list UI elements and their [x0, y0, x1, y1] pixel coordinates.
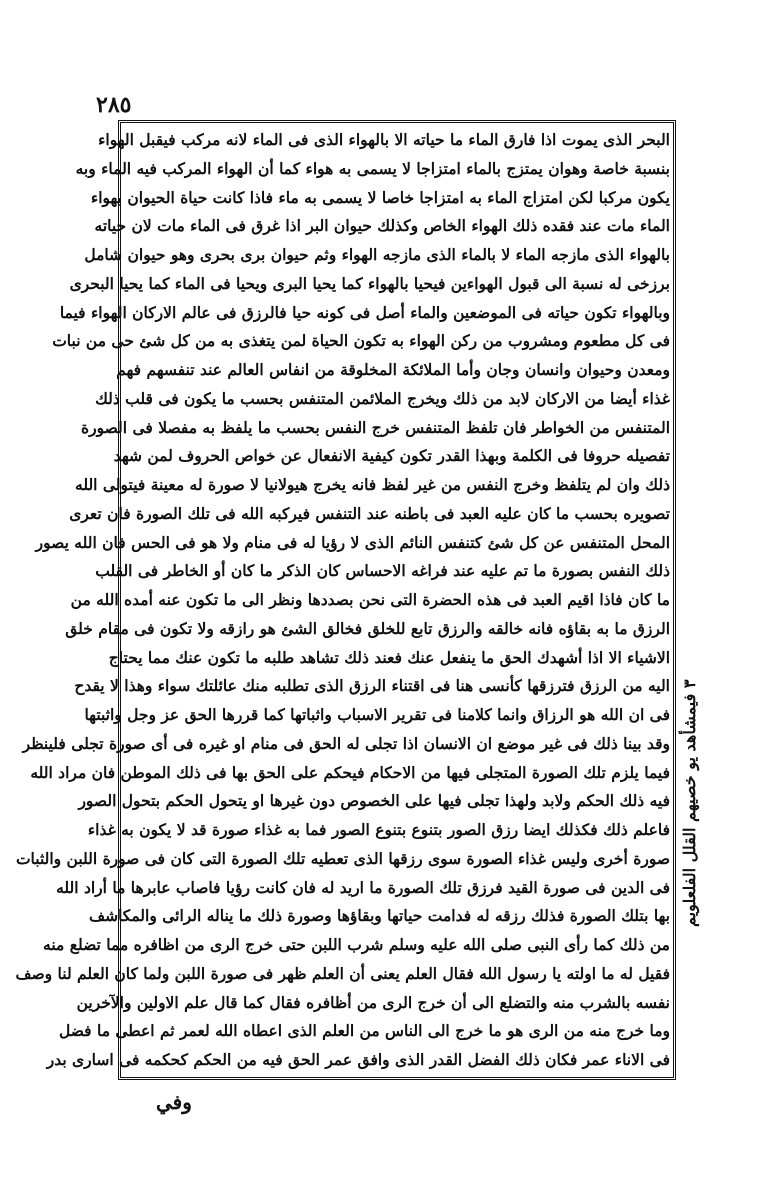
text-line: الاشياء الا اذا أشهدك الحق ما ينفعل عنك فعند ذلك تشاهد طلبه ما تكون عنك مما يحتاج [108, 647, 670, 667]
text-line: يكون مركبا لكن امتزاج الماء به امتزاجا خاصا لا يسمى به ماء فاذا كانت حياة الحيوان بهواء [90, 187, 670, 207]
page-number: ٢٨٥ [96, 92, 132, 118]
text-line: الماء مات عند فقده ذلك الهواء الخاص وكذلك حيوان البر اذا غرق فى الماء مات لان حياته [94, 216, 670, 236]
text-line: المتنفس من الخواطر فان تلفظ المتنفس خرج النفس بحسب ما يلفظ به مفصلا فى الصورة [81, 417, 670, 437]
text-line: فاعلم ذلك فكذلك ايضا رزق الصور بتنوع بتنوع الصور فما به غذاء صورة قد لا يكون به غذاء [87, 820, 670, 839]
text-line: وقد بينا ذلك فى غير موضع ان الانسان اذا تجلى له الحق فى منام او غيره فى أى صورة تجلى فلينظر [22, 733, 670, 753]
text-line: تصويره بحسب ما كان عليه العبد فى باطنه عند التنفس فيركبه الله فى تلك الصورة فان تعرى [69, 503, 670, 523]
text-line: البحر الذى يموت اذا فارق الماء ما حياته الا بالهواء الذى فى الماء لانه مركب فيقبل الهواء [98, 130, 670, 149]
text-line: فيما يلزم تلك الصورة المتجلى فيها من الاحكام فيحكم على الحق بها فى ذلك الموطن فان مراد الله [30, 762, 670, 782]
text-body [15, 128, 670, 1072]
text-line: نفسه بالشرب منه والتضلع الى أن خرج الرى من أظافره فقال كما قال علم الاولين والآخرين [76, 992, 670, 1012]
text-line: تفصيله حروفا فى الكلمة وبهذا القدر تكون كيفية الانفعال عن خواص الحروف لمن شهد [113, 446, 670, 466]
text-line: بها بتلك الصورة فذلك رزقه له فدامت حياتها وبقاؤها وصورة ذلك ما يناله الرائى والمكاشف [89, 906, 670, 926]
text-line: ذلك وان لم يتلفظ وخرج النفس من غير لفظ فانه يخرج هيولانيا لا صورة له معينة فيتولى الله [75, 475, 670, 494]
text-line: وبالهواء تكون حياته فى الموضعين والماء أصل فى كونه حيا فالرزق فى عالم الاركان الهواء فيما [59, 302, 670, 322]
text-line: غذاء أيضا من الاركان لابد من ذلك ويخرج الملائمن المتنفس بحسب ما يكون فى قلب ذلك [95, 388, 670, 408]
text-line: فى ان الله هو الرزاق وانما كلامنا فى تقرير الاسباب واثباتها كما قررها الحق عز وجل واثبتها [84, 705, 670, 724]
text-line: فى الدين فى صورة القيد فرزق تلك الصورة ما اريد له فان كانت رؤيا فاصاب عابرها ما أراد الله [56, 877, 670, 897]
text-line: من ذلك كما رأى النبى صلى الله عليه وسلم شرب اللبن حتى خرج الرى من اظافره مما تضلع منه [43, 935, 670, 954]
text-line: ذلك النفس بصورة ما تم عليه عند فراغه الاحساس كان الذكر ما كان أو الخاطر فى القلب [95, 561, 670, 581]
text-line: فى كل مطعوم ومشروب من ركن الهواء به تكون الحياة لمن يتغذى به من كل شئ حى من نبات [52, 331, 670, 351]
text-line: وما خرج منه من الرى هو ما خرج الى الناس من العلم الذى اعطاه الله لعمر ثم اعطى ما فضل [58, 1021, 670, 1041]
text-line: بنسبة خاصة وهوان يمتزج بالماء امتزاجا لا يسمى به هواء كما أن الهواء المركب فيه الماء وبه [75, 158, 670, 178]
text-line: فقيل له ما اولته يا رسول الله فقال العلم يعنى أن العلم ظهر فى صورة اللبن ولما كان العلم لنا وصف [15, 963, 670, 983]
text-line: اليه من الرزق فترزقها كأنسى هنا فى اقتناء الرزق الذى تطلبه منك عائلتك سواء وهذا لا يقدح [74, 676, 670, 696]
text-line: بالهواء الذى مازجه الماء لا بالماء الذى مازجه الهواء وثم حيوان برى بحرى وهو حيوان شامل [84, 245, 670, 264]
text-line: صورة أخرى وليس غذاء الصورة سوى رزقها الذى تعطيه تلك الصورة التى كان فى صورة اللبن والثبات [15, 848, 670, 868]
text-line: برزخى له نسبة الى قبول الهواءين فيحيا بالهواء كما يحيا البرى ويحيا فى الماء كما يحيا البحرى [69, 273, 670, 293]
text-line: الرزق ما به بقاؤه فانه خالقه والرزق تابع للخلق فخالق الشئ هو رازقه ولا تكون فى مقام خلق [65, 618, 670, 638]
text-line: فى الاناء عمر فكان ذلك الفضل القدر الذى وافق عمر الحق فيه من الحكم كحكمه فى اسارى بدر [46, 1050, 670, 1069]
text-line: فيه ذلك الحكم ولابد ولهذا تجلى فيها على الخصوص دون غيرها او يتحول الحكم بتحول الصور [78, 791, 670, 811]
text-line: ما كان فاذا اقيم العبد فى هذه الحضرة التى نحن بصددها ونظر الى ما تكون عنه أمده الله من [70, 590, 670, 609]
text-line: المحل المتنفس عن كل شئ كتنفس النائم الذى لا رؤيا له فى منام ولا هو فى الحس فان الله يصور [35, 532, 670, 552]
catchword: وفي [156, 1090, 192, 1114]
margin-note: ٣ فيمشأهد يو خصيهم القلل الفلعلويم [680, 680, 699, 928]
text-line: ومعدن وحيوان وانسان وجان وأما الملائكة المخلوقة من انفاس العالم عند تنفسهم فهم [116, 360, 670, 379]
